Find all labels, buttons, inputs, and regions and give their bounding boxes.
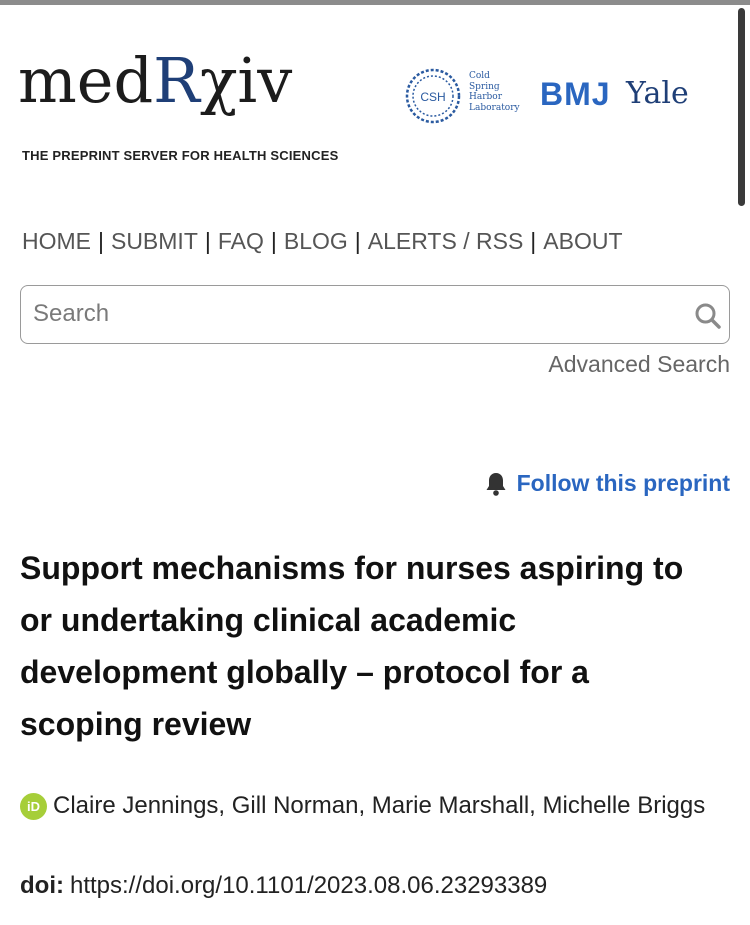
search-icon[interactable]: [693, 301, 723, 331]
search-box: [20, 285, 730, 344]
nav-faq[interactable]: FAQ: [217, 228, 264, 254]
author-list: [20, 788, 720, 824]
bmj-logo[interactable]: BMJ: [540, 76, 611, 112]
nav-blog[interactable]: BLOG: [283, 228, 348, 254]
bell-icon: [484, 471, 508, 497]
nav-alerts-rss[interactable]: ALERTS / RSS: [367, 228, 524, 254]
nav-separator: |: [354, 228, 361, 254]
csh-badge-text: CSH: [420, 90, 446, 104]
article-title: Support mechanisms for nurses aspiring to or undertaking clinical academic development globally – protocol for a scoping review: [20, 550, 684, 742]
orcid-icon[interactable]: iD: [20, 793, 47, 820]
csh-line: Harbor: [469, 92, 502, 102]
scrollbar[interactable]: [738, 8, 745, 206]
advanced-search-link[interactable]: Advanced Search: [548, 351, 730, 377]
top-border: [0, 0, 750, 5]
authors-text[interactable]: Claire Jennings, Gill Norman, Marie Marshall, Michelle Briggs: [53, 792, 706, 819]
nav-about[interactable]: ABOUT: [543, 228, 623, 254]
doi-line: [20, 872, 547, 900]
logo-text-xiv: χiv: [199, 44, 293, 117]
nav-separator: |: [204, 228, 211, 254]
nav-separator: |: [530, 228, 537, 254]
nav-separator: |: [270, 228, 277, 254]
csh-line: Spring: [469, 81, 500, 92]
logo-text-r: R: [153, 44, 200, 117]
csh-line: Laboratory: [469, 102, 520, 113]
follow-preprint-label: Follow this preprint: [516, 470, 730, 496]
logo-text-med: med: [18, 44, 154, 117]
csh-logo[interactable]: [403, 66, 463, 126]
nav-separator: |: [98, 228, 104, 254]
logo-tagline: THE PREPRINT SERVER FOR HEALTH SCIENCES: [22, 148, 339, 163]
nav-home[interactable]: HOME: [22, 228, 91, 254]
csh-dna-ring-icon: [403, 66, 463, 126]
search-input[interactable]: [33, 286, 673, 342]
doi-label: doi:: [20, 872, 64, 899]
csh-line: Cold: [469, 71, 490, 81]
csh-lab-name: [469, 71, 520, 113]
doi-link[interactable]: https://doi.org/10.1101/2023.08.06.23293389: [69, 872, 548, 899]
follow-preprint-link[interactable]: [484, 470, 730, 497]
nav-submit[interactable]: SUBMIT: [110, 228, 198, 254]
medrxiv-logo[interactable]: [18, 44, 293, 117]
yale-logo[interactable]: Yale: [626, 76, 689, 111]
main-nav: [22, 228, 623, 255]
